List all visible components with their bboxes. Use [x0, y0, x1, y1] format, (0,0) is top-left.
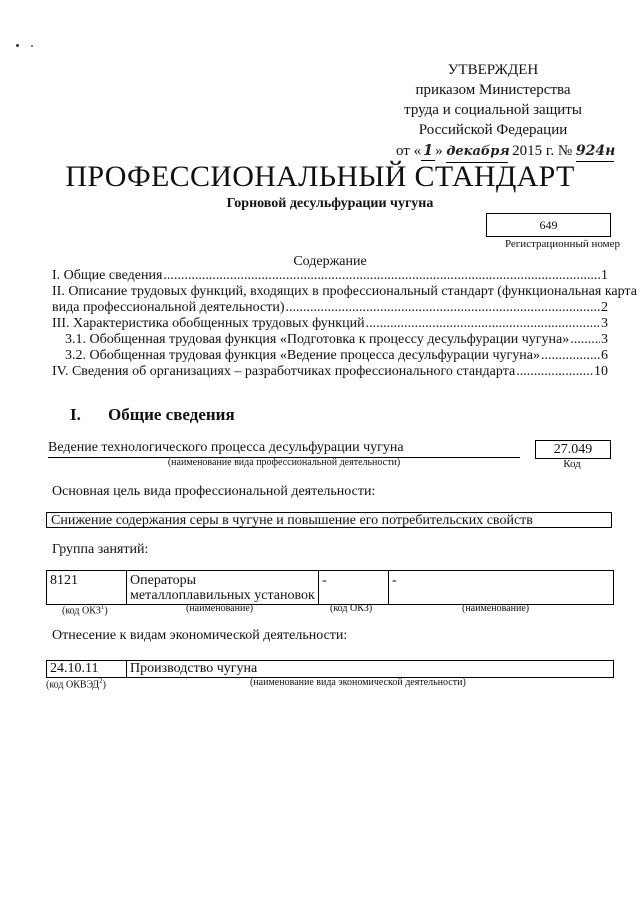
approval-line: Российской Федерации	[418, 122, 568, 138]
scan-mark	[16, 44, 19, 47]
activity-code-caption: Код	[563, 458, 581, 470]
approval-date: от « 1 » декабря 2015 г. № 924н	[388, 140, 598, 163]
goal-label: Основная цель вида профессиональной деятельности:	[52, 484, 376, 499]
goal-box: Снижение содержания серы в чугуне и повышение его потребительских свойств	[46, 512, 612, 528]
econ-table	[46, 660, 614, 678]
approval-line: приказом Министерства	[415, 82, 571, 98]
group-code2-caption: (код ОКЗ)	[330, 603, 373, 614]
activity-name-field: Ведение технологического процесса десульфурации чугуна	[48, 440, 520, 458]
document-subtitle: Горновой десульфурации чугуна	[226, 196, 434, 211]
econ-name-cell: Производство чугуна	[130, 661, 258, 676]
group-name2-cell: -	[392, 573, 397, 588]
toc-item: 3.2. Обобщенная трудовая функция «Ведение процесса десульфурации чугуна» ..... 6	[52, 348, 608, 364]
group-code2-cell: -	[319, 571, 389, 604]
section-heading: I. Общие сведения	[70, 405, 235, 424]
approval-block	[388, 60, 616, 163]
toc-heading: Содержание	[293, 254, 367, 269]
group-name-caption: (наименование)	[186, 603, 254, 614]
registration-label: Регистрационный номер	[504, 238, 620, 250]
toc	[52, 268, 637, 380]
group-name2-caption: (наименование)	[462, 603, 530, 614]
toc-item: 3.1. Обобщенная трудовая функция «Подготовка к процессу десульфурации чугуна» ..... 3	[52, 332, 608, 348]
toc-item: I. Общие сведения ..... 1	[52, 268, 608, 284]
handwritten-day: 1	[422, 141, 434, 159]
group-name-cell: Операторы металлоплавильных установок	[127, 571, 319, 604]
group-code-caption: (код ОКЗ$^1$)	[62, 603, 108, 617]
econ-label: Отнесение к видам экономической деятельности:	[52, 628, 348, 643]
activity-name-caption: (наименование вида профессиональной деятельности)	[167, 457, 401, 468]
toc-item: III. Характеристика обобщенных трудовых функций ..... 3	[52, 316, 608, 332]
registration-number-box: 649	[486, 213, 611, 237]
document-title: ПРОФЕССИОНАЛЬНЫЙ СТАНДАРТ	[65, 160, 575, 193]
econ-code-cell: 24.10.11	[47, 661, 127, 677]
group-code-cell: 8121	[47, 571, 127, 604]
group-label: Группа занятий:	[52, 542, 149, 557]
toc-item: IV. Сведения об организациях – разработчиках профессионального стандарта ..... 10	[52, 364, 608, 380]
group-table	[46, 570, 614, 605]
approval-title: УТВЕРЖДЕН	[447, 62, 539, 78]
scan-mark	[31, 45, 33, 47]
handwritten-month: декабря	[446, 142, 508, 163]
handwritten-order-number: 924н	[576, 141, 614, 162]
econ-name-caption: (наименование вида экономической деятельности)	[250, 677, 466, 688]
toc-item: вида профессиональной деятельности) ..... 2	[52, 300, 608, 316]
toc-item: II. Описание трудовых функций, входящих в профессиональный стандарт (функциональная карта	[52, 284, 637, 299]
econ-code-caption: (код ОКВЭД$^2$)	[46, 677, 106, 691]
activity-code-box: 27.049	[535, 440, 611, 459]
approval-line: труда и социальной защиты	[404, 102, 582, 118]
